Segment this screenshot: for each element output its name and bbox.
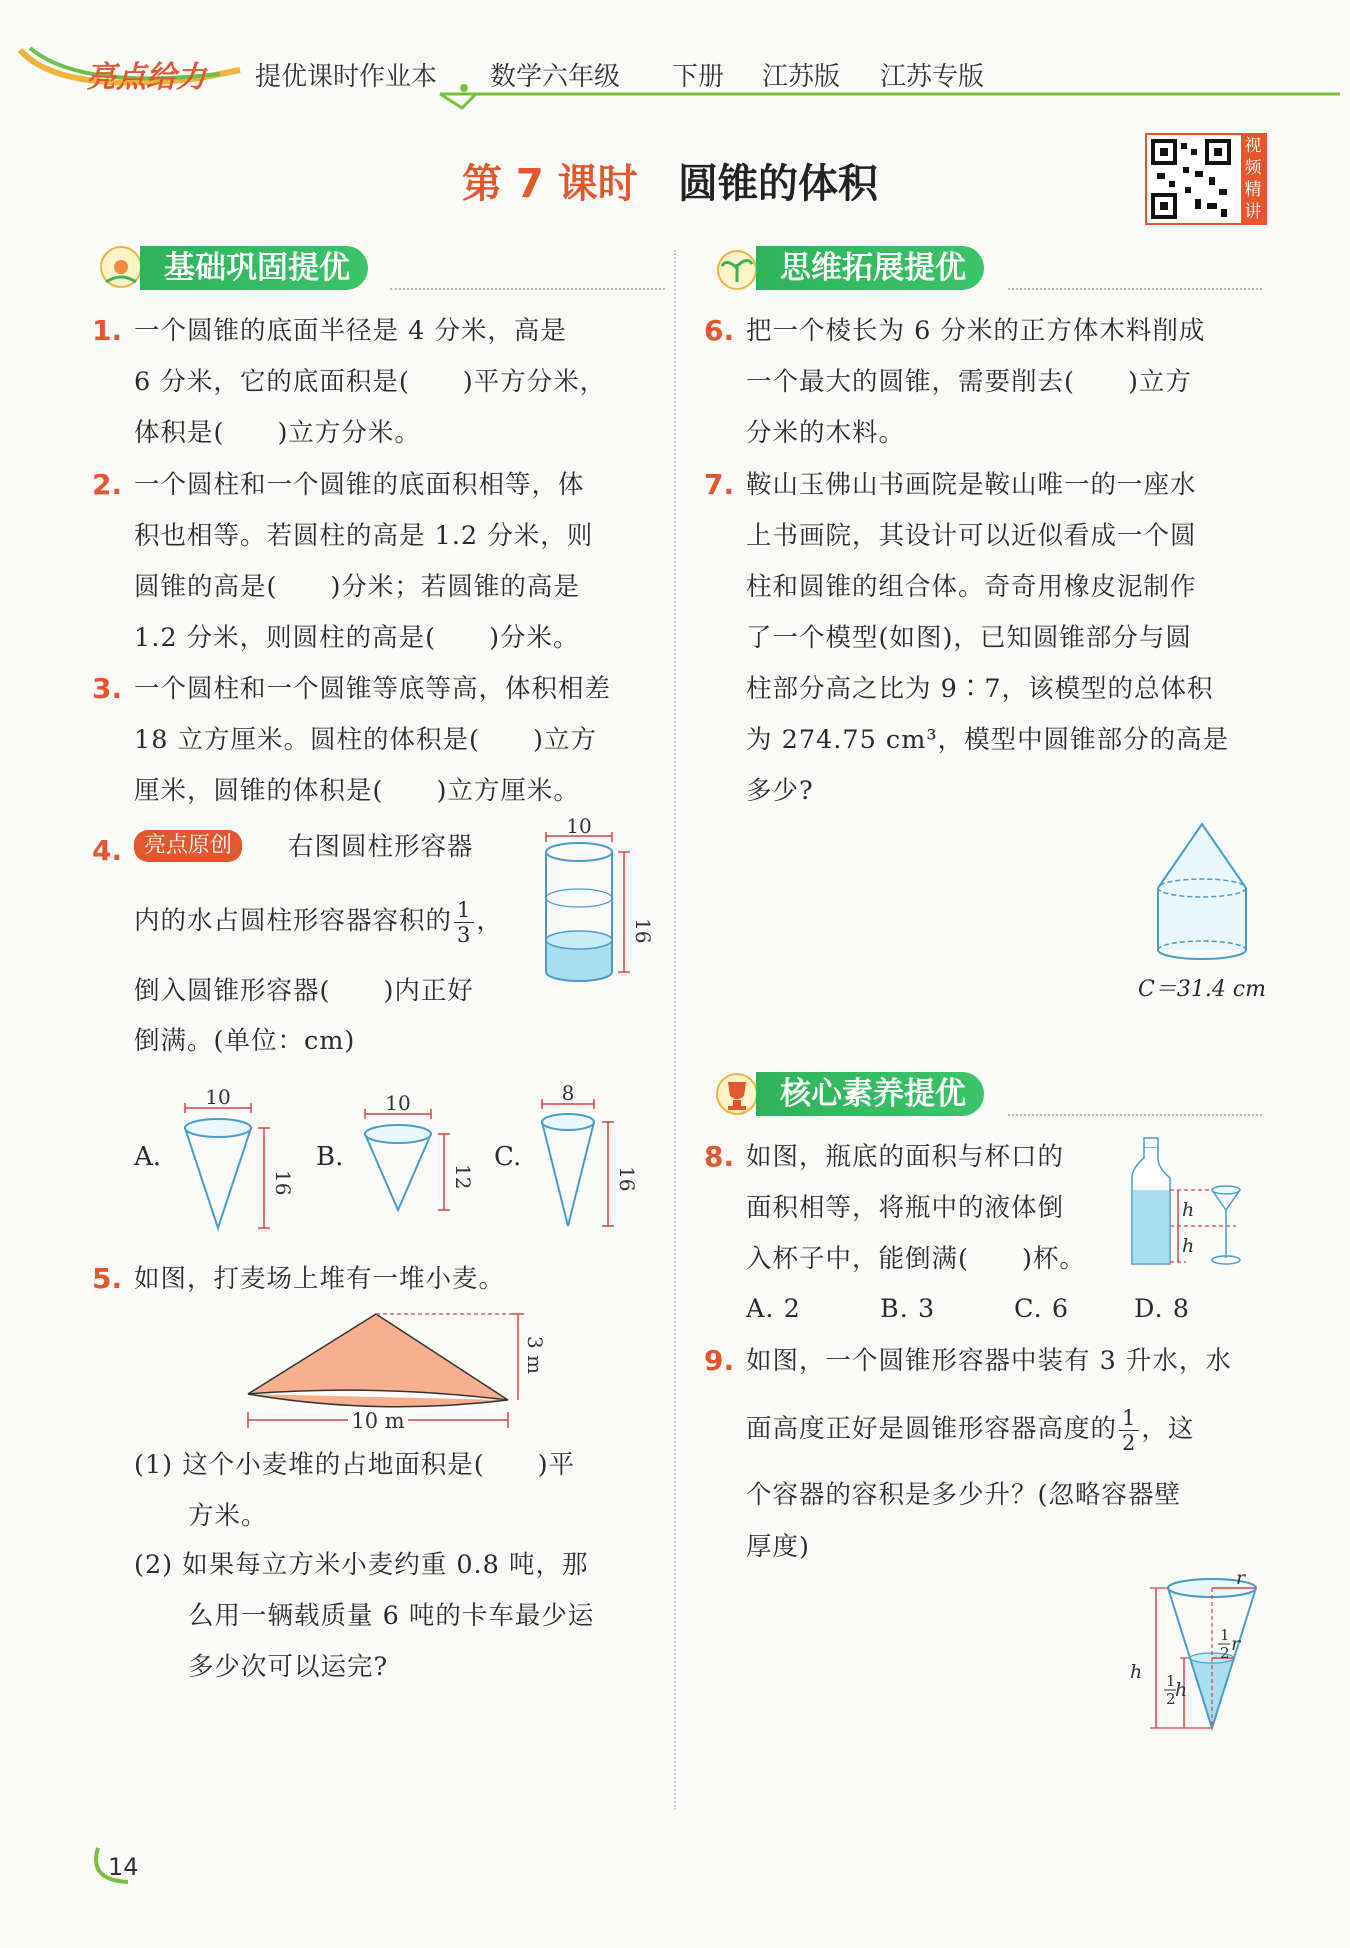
volume-label: 下册 — [672, 62, 725, 92]
question-number: 2. — [92, 468, 123, 501]
question-8-options — [746, 1284, 1266, 1335]
section-basic: 基础巩固提优 — [140, 246, 368, 290]
cone-option-c[interactable] — [532, 1078, 652, 1238]
question-1 — [134, 306, 664, 459]
option-a[interactable]: A. 2 — [746, 1294, 801, 1324]
text-line: 一个圆柱和一个圆锥的底面积相等，体 — [134, 470, 585, 500]
question-9-line3: 个容器的容积是多少升？(忽略容器壁 — [746, 1480, 1181, 1510]
text-line: 18 立方厘米。圆柱的体积是( )立方 — [134, 725, 597, 755]
text-span: ，这 — [1141, 1414, 1195, 1444]
question-8 — [746, 1132, 1126, 1285]
text-line: 一个最大的圆锥，需要削去( )立方 — [746, 367, 1192, 397]
option-c[interactable]: C. 6 — [1014, 1294, 1070, 1324]
text-line: 圆锥的高是( )分米；若圆锥的高是 — [134, 572, 580, 602]
series-name: 提优课时作业本 — [255, 62, 438, 92]
bottle-and-glass-figure — [1126, 1134, 1266, 1274]
question-number: 7. — [704, 468, 735, 501]
question-3 — [134, 664, 664, 817]
text-line: 鞍山玉佛山书画院是鞍山唯一的一座水 — [746, 470, 1197, 500]
question-7 — [746, 460, 1266, 817]
text-line: 把一个棱长为 6 分米的正方体木料削成 — [746, 316, 1206, 346]
question-number: 8. — [704, 1140, 735, 1173]
cone-cylinder-model-figure — [1150, 818, 1260, 968]
text-span: ， — [476, 906, 503, 936]
circumference-label: C＝31.4 cm — [1138, 977, 1266, 1002]
text-line: 积也相等。若圆柱的高是 1.2 分米，则 — [134, 521, 594, 551]
qr-code-box[interactable] — [1145, 133, 1267, 225]
qr-label-2: 频 — [1244, 158, 1262, 178]
half-h-label: h — [1175, 1679, 1188, 1701]
option-b[interactable]: B. 3 — [880, 1294, 936, 1324]
question-number: 9. — [704, 1344, 735, 1377]
fraction: $\frac{1}{3}$ — [454, 898, 474, 947]
question-9-line1: 如图，一个圆锥形容器中装有 3 升水，水 — [746, 1346, 1232, 1376]
section-divider — [1008, 288, 1262, 290]
question-number: 5. — [92, 1262, 123, 1295]
option-d[interactable]: D. 8 — [1134, 1294, 1190, 1324]
option-a-height: 16 — [271, 1170, 295, 1196]
question-5-line: 如图，打麦场上堆有一堆小麦。 — [134, 1264, 506, 1294]
text-line: (1) 这个小麦堆的占地面积是( )平 — [134, 1450, 576, 1480]
option-c-label[interactable]: C. — [494, 1142, 522, 1172]
lesson-number: 第 7 课时 — [462, 161, 638, 207]
qr-label-4: 讲 — [1244, 202, 1262, 222]
cylinder-container-figure — [536, 814, 656, 992]
fraction: $\frac{1}{2}$ — [1119, 1406, 1139, 1455]
trophy-icon — [712, 1068, 762, 1118]
question-number: 6. — [704, 314, 735, 347]
option-b-label[interactable]: B. — [316, 1142, 344, 1172]
text-line: 体积是( )立方分米。 — [134, 418, 421, 448]
text-line: 多少次可以运完? — [188, 1652, 389, 1682]
text-line: 一个圆柱和一个圆锥等底等高，体积相差 — [134, 674, 612, 704]
cone-water-figure — [1110, 1568, 1260, 1738]
section-divider — [1008, 1114, 1262, 1116]
option-c-top: 8 — [561, 1081, 575, 1105]
text-line: 么用一辆载质量 6 吨的卡车最少运 — [188, 1601, 595, 1631]
question-2 — [134, 460, 664, 664]
section-core: 核心素养提优 — [756, 1072, 984, 1116]
question-number: 4. — [92, 834, 123, 867]
half-r-label: r — [1231, 1633, 1241, 1655]
question-5-sub2 — [134, 1540, 664, 1693]
question-number: 3. — [92, 672, 123, 705]
cyl-height-label: 16 — [631, 918, 655, 944]
h-label-1: h — [1182, 1199, 1195, 1221]
radius-label: r — [1236, 1567, 1246, 1589]
brand-logo: 亮点给力 — [86, 60, 206, 95]
text-line: 面积相等，将瓶中的液体倒 — [746, 1193, 1065, 1223]
text-span: 内的水占圆柱形容器容积的 — [134, 906, 453, 936]
column-divider — [674, 250, 676, 1810]
original-badge — [134, 830, 242, 862]
special-edition-label: 江苏专版 — [880, 62, 985, 92]
text-line: 入杯子中，能倒满( )杯。 — [746, 1244, 1086, 1274]
pile-height-label: 3 m — [523, 1336, 547, 1375]
text-span: 面高度正好是圆锥形容器高度的 — [746, 1414, 1118, 1444]
question-4-line2 — [134, 896, 503, 947]
text-line: (2) 如果每立方米小麦约重 0.8 吨，那 — [134, 1550, 589, 1580]
text-line: 方米。 — [188, 1501, 268, 1531]
sprout-icon — [712, 242, 762, 292]
text-line: 一个圆锥的底面半径是 4 分米，高是 — [134, 316, 567, 346]
text-line: 上书画院，其设计可以近似看成一个圆 — [746, 521, 1197, 551]
option-a-top: 10 — [205, 1085, 231, 1109]
cone-option-a[interactable] — [172, 1085, 295, 1238]
text-line: 了一个模型(如图)，已知圆锥部分与圆 — [746, 623, 1192, 653]
question-6 — [746, 306, 1266, 459]
text-line: 如图，瓶底的面积与杯口的 — [746, 1142, 1065, 1172]
text-line: 分米的木料。 — [746, 418, 906, 448]
qr-label-1: 视 — [1244, 136, 1262, 156]
half-h-num: 1 — [1166, 1672, 1176, 1690]
subject-grade: 数学六年级 — [490, 62, 621, 92]
question-number: 1. — [92, 314, 123, 347]
section-thinking: 思维拓展提优 — [756, 246, 984, 290]
text-line: 为 274.75 cm³，模型中圆锥部分的高是 — [746, 725, 1230, 755]
question-9-line4: 厚度) — [746, 1532, 810, 1562]
question-5-sub1 — [134, 1440, 664, 1542]
cyl-top-label: 10 — [566, 814, 592, 838]
question-9-line2 — [746, 1404, 1194, 1455]
pile-width-label: 10 m — [351, 1409, 405, 1433]
wheat-pile-figure — [236, 1304, 546, 1434]
qr-label-3: 精 — [1244, 180, 1262, 200]
option-b-height: 12 — [451, 1164, 475, 1190]
section-divider — [390, 288, 665, 290]
edition-label: 江苏版 — [762, 62, 841, 92]
half-r-num: 1 — [1220, 1626, 1230, 1644]
text-line: 柱和圆锥的组合体。奇奇用橡皮泥制作 — [746, 572, 1197, 602]
option-a-label[interactable]: A. — [134, 1142, 162, 1172]
qr-code-icon — [1149, 137, 1237, 221]
h-label: h — [1130, 1661, 1143, 1683]
text-line: 厘米，圆锥的体积是( )立方厘米。 — [134, 776, 580, 806]
question-4-line3: 倒入圆锥形容器( )内正好 — [134, 976, 474, 1006]
cone-option-b[interactable] — [352, 1091, 475, 1238]
question-4-line4: 倒满。(单位：cm) — [134, 1026, 356, 1056]
lesson-title: 圆锥的体积 — [678, 161, 878, 207]
text-line: 1.2 分米，则圆柱的高是( )分米。 — [134, 623, 580, 653]
text-line: 6 分米，它的底面积是( )平方分米， — [134, 367, 607, 397]
half-h-den: 2 — [1166, 1690, 1176, 1708]
badge-label: 亮点原创 — [134, 830, 242, 862]
half-r-den: 2 — [1220, 1644, 1230, 1662]
page-number: 14 — [108, 1853, 139, 1881]
option-c-height: 16 — [615, 1166, 639, 1192]
option-b-top: 10 — [385, 1091, 411, 1115]
h-label-2: h — [1182, 1235, 1195, 1257]
question-4-line1: 右图圆柱形容器 — [288, 832, 474, 862]
text-line: 多少? — [746, 776, 814, 806]
text-line: 柱部分高之比为 9∶7，该模型的总体积 — [746, 674, 1214, 704]
flower-icon — [96, 242, 146, 292]
